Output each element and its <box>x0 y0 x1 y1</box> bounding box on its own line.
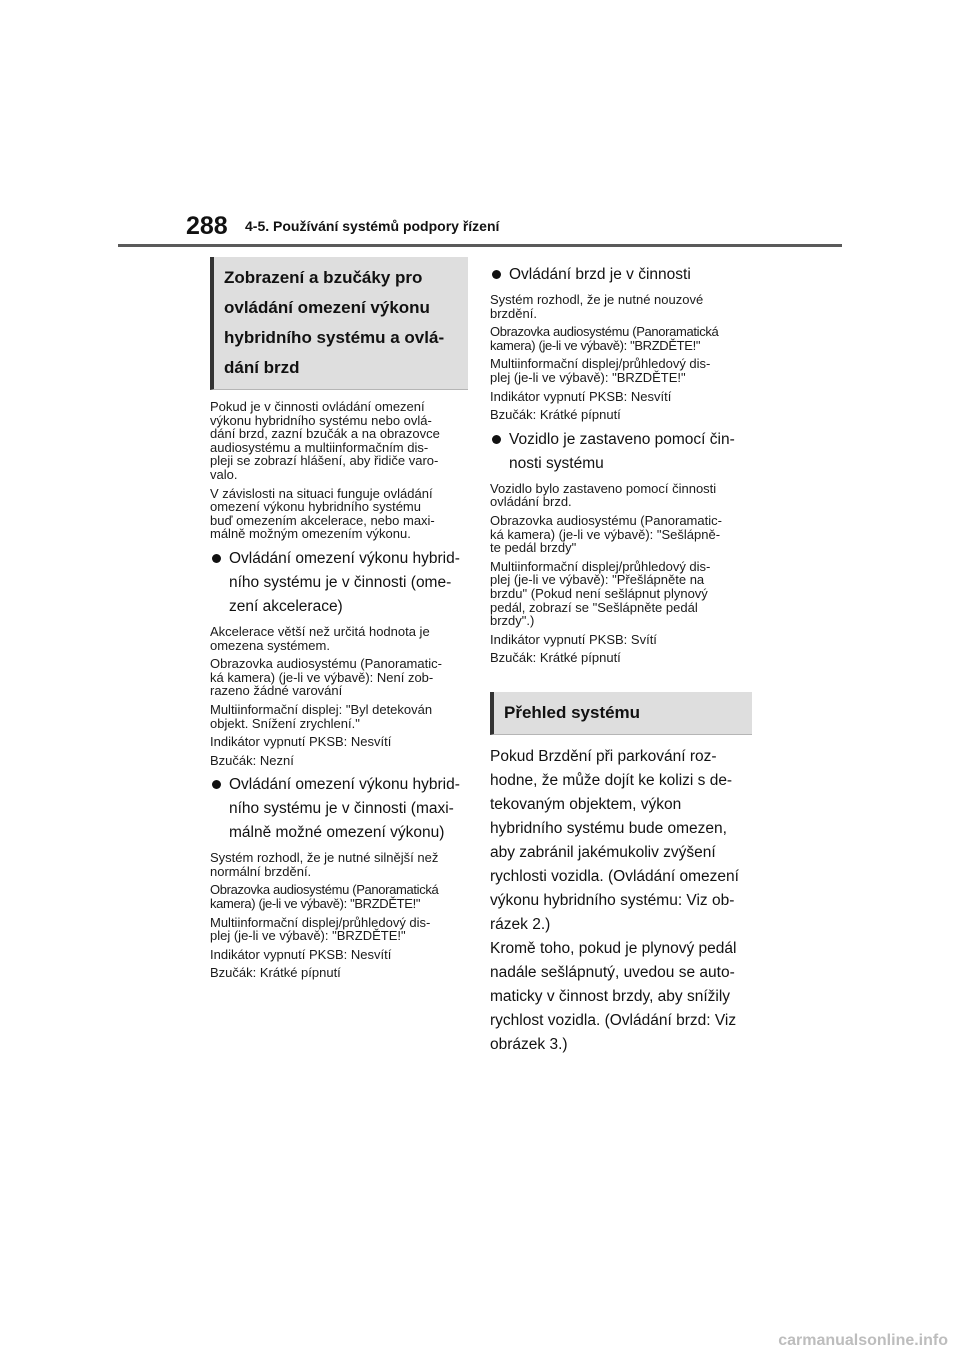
item-details <box>210 851 468 980</box>
detail-paragraph <box>210 916 468 943</box>
text-line: ká kamera) (je-li ve výbavě): Není zob- <box>210 669 434 685</box>
text-line: audiosystému a multiinformačním dis- <box>210 439 429 455</box>
intro-text <box>210 400 468 541</box>
heading-line: málně možné omezení výkonu) <box>229 824 445 842</box>
overview-line: výkonu hybridního systému: Viz ob- <box>490 891 735 909</box>
text-line: dání brzd, zazní bzučák a na obrazovce <box>210 426 440 442</box>
chapter-title: 4-5. Používání systémů podpory řízení <box>245 218 500 234</box>
text-line: kamera) (je-li ve výbavě): "BRZDĚTE!" <box>210 896 421 912</box>
bullet-icon <box>492 435 501 444</box>
text-line: plej (je-li ve výbavě): "Přešlápněte na <box>490 572 705 588</box>
detail-paragraph <box>490 633 752 647</box>
right-items <box>490 263 752 665</box>
detail-paragraph <box>210 851 468 878</box>
text-line: valo. <box>210 466 238 482</box>
text-line: kamera) (je-li ve výbavě): "BRZDĚTE!" <box>490 337 701 353</box>
text-line: Indikátor vypnutí PKSB: Nesvítí <box>490 388 672 404</box>
detail-paragraph <box>210 657 468 698</box>
bullet-icon <box>212 780 221 789</box>
detail-paragraph <box>490 514 752 555</box>
text-line: V závislosti na situaci funguje ovládání <box>210 485 433 501</box>
heading-line: Ovládání brzd je v činnosti <box>509 266 691 283</box>
section-title-line: hybridního systému a ovlá- <box>224 328 445 347</box>
text-line: Akcelerace větší než určitá hodnota je <box>210 623 430 639</box>
detail-paragraph <box>490 482 752 509</box>
item-details <box>490 293 752 422</box>
item-details <box>490 482 752 665</box>
text-line: normální brzdění. <box>210 863 312 879</box>
bullet-heading-text <box>509 428 735 476</box>
text-line: Systém rozhodl, že je nutné nouzové <box>490 292 704 307</box>
text-line: výkonu hybridního systému nebo ovlá- <box>210 412 432 428</box>
overview-line: hybridního systému bude omezen, <box>490 819 727 837</box>
text-line: Obrazovka audiosystému (Panoramatic- <box>210 656 442 672</box>
section-title-line: ovládání omezení výkonu <box>224 298 430 317</box>
text-line: Obrazovka audiosystému (Panoramatická <box>490 324 719 340</box>
text-line: omezení výkonu hybridního systému <box>210 499 421 515</box>
detail-paragraph <box>490 293 752 320</box>
overview-line: maticky v činnost brzdy, aby snížily <box>490 987 731 1005</box>
text-line: Bzučák: Krátké pípnutí <box>210 965 341 981</box>
detail-paragraph <box>490 560 752 628</box>
text-line: plej (je-li ve výbavě): "BRZDĚTE!" <box>490 369 686 385</box>
right-column <box>490 257 752 1057</box>
watermark: carmanualsonline.info <box>778 1332 948 1349</box>
overview-line: hodne, že může dojít ke kolizi s de- <box>490 771 733 789</box>
overview-line: tekovaným objektem, výkon <box>490 795 682 813</box>
overview-paragraph <box>490 745 752 1057</box>
left-column <box>210 257 468 985</box>
text-line: brzdu" (Pokud není sešlápnut plynový <box>490 585 708 601</box>
bullet-heading-text <box>229 773 460 845</box>
text-line: Indikátor vypnutí PKSB: Svítí <box>490 631 657 647</box>
bullet-heading-text <box>229 547 460 619</box>
text-line: brzdy".) <box>490 613 535 629</box>
bullet-icon <box>212 554 221 563</box>
text-line: plej (je-li ve výbavě): "BRZDĚTE!" <box>210 928 406 944</box>
text-line: ká kamera) (je-li ve výbavě): "Sešlápně- <box>490 526 721 542</box>
detail-paragraph <box>490 325 752 352</box>
detail-paragraph <box>210 966 468 980</box>
overview-line: aby zabránil jakémukoliv zvýšení <box>490 843 716 861</box>
header-rule <box>118 244 842 247</box>
text-line: objekt. Snížení zrychlení." <box>210 715 360 731</box>
text-line: Pokud je v činnosti ovládání omezení <box>210 399 425 414</box>
overview-title: Přehled systému <box>504 702 641 722</box>
text-line: Bzučák: Nezní <box>210 752 294 768</box>
text-line: omezena systémem. <box>210 637 330 653</box>
text-line: ovládání brzd. <box>490 494 572 510</box>
heading-line: ního systému je v činnosti (ome- <box>229 573 452 591</box>
overview-line: rázek 2.) <box>490 915 551 933</box>
detail-paragraph <box>210 735 468 749</box>
text-line: Obrazovka audiosystému (Panoramatická <box>210 882 439 898</box>
text-line: Multiinformační displej: "Byl detekován <box>210 701 433 717</box>
overview-line: obrázek 3.) <box>490 1035 568 1053</box>
heading-line: Ovládání omezení výkonu hybrid- <box>229 549 460 567</box>
text-line: Multiinformační displej/průhledový dis- <box>490 558 711 574</box>
overview-line: nadále sešlápnutý, uvedou se auto- <box>490 963 735 981</box>
heading-line: Vozidlo je zastaveno pomocí čin- <box>509 430 735 448</box>
text-line: Obrazovka audiosystému (Panoramatic- <box>490 512 722 528</box>
overview-line: rychlosti vozidla. (Ovládání omezení <box>490 867 739 885</box>
text-line: málně možným omezením výkonu. <box>210 526 411 542</box>
detail-paragraph <box>490 408 752 422</box>
section-title-box <box>210 257 468 390</box>
heading-line: zení akcelerace) <box>229 597 343 615</box>
left-items <box>210 547 468 980</box>
bullet-heading-text <box>509 263 691 287</box>
text-line: Indikátor vypnutí PKSB: Nesvítí <box>210 734 392 750</box>
bullet-heading <box>490 428 752 476</box>
intro-paragraph <box>210 487 468 541</box>
bullet-icon <box>492 270 501 279</box>
overview-line: Pokud Brzdění při parkování roz- <box>490 747 717 765</box>
section-title-line: dání brzd <box>224 358 300 377</box>
bullet-heading <box>210 547 468 619</box>
text-line: razeno žádné varování <box>210 683 343 699</box>
heading-line: ního systému je v činnosti (maxi- <box>229 800 454 818</box>
bullet-heading <box>210 773 468 845</box>
text-line: pleji se zobrazí hlášení, aby řidiče varo- <box>210 453 439 469</box>
detail-paragraph <box>490 357 752 384</box>
text-line: buď omezením akcelerace, nebo maxi- <box>210 512 435 528</box>
heading-line: Ovládání omezení výkonu hybrid- <box>229 776 460 794</box>
text-line: te pedál brzdy" <box>490 540 577 556</box>
bullet-heading <box>490 263 752 287</box>
detail-paragraph <box>210 625 468 652</box>
heading-line: nosti systému <box>509 454 604 472</box>
detail-paragraph <box>210 883 468 910</box>
overview-line: Kromě toho, pokud je plynový pedál <box>490 939 737 957</box>
detail-paragraph <box>490 651 752 665</box>
page-number: 288 <box>186 212 228 240</box>
text-line: Bzučák: Krátké pípnutí <box>490 407 621 423</box>
item-details <box>210 625 468 767</box>
section-title-line: Zobrazení a bzučáky pro <box>224 268 423 287</box>
detail-paragraph <box>210 703 468 730</box>
text-line: Bzučák: Krátké pípnutí <box>490 650 621 666</box>
overview-line: rychlost vozidla. (Ovládání brzd: Viz <box>490 1011 737 1029</box>
text-line: brzdění. <box>490 305 537 321</box>
text-line: Multiinformační displej/průhledový dis- <box>210 914 431 930</box>
text-line: Vozidlo bylo zastaveno pomocí činnosti <box>490 480 717 496</box>
detail-paragraph <box>490 390 752 404</box>
intro-paragraph <box>210 400 468 482</box>
overview-title-box <box>490 692 752 735</box>
overview-text <box>490 745 752 1057</box>
detail-paragraph <box>210 754 468 768</box>
detail-paragraph <box>210 948 468 962</box>
text-line: Indikátor vypnutí PKSB: Nesvítí <box>210 946 392 962</box>
text-line: pedál, zobrazí se "Sešlápněte pedál <box>490 599 698 615</box>
text-line: Multiinformační displej/průhledový dis- <box>490 356 711 372</box>
text-line: Systém rozhodl, že je nutné silnější než <box>210 850 439 866</box>
